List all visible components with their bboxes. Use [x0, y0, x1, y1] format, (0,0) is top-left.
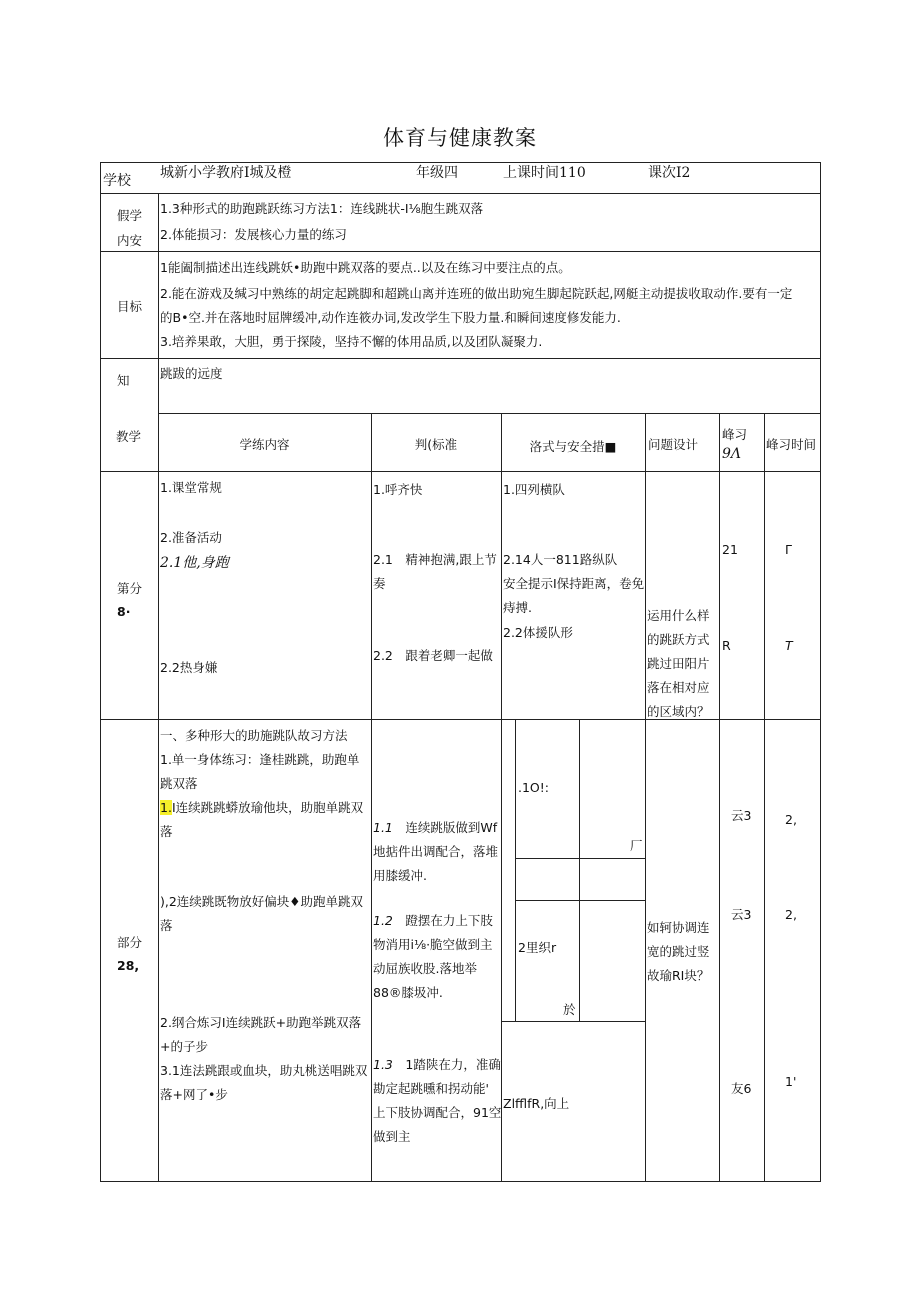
part1-question: 的区域内？	[647, 704, 710, 719]
part2-question: 宽的跳过竖	[647, 944, 710, 959]
grade-value: 年级四	[416, 165, 458, 181]
part1-standard: 1.呼齐快	[373, 482, 423, 497]
rule	[100, 719, 821, 720]
part1-format: 2.14人一811路纵队	[503, 552, 618, 567]
part1-count: R	[722, 638, 731, 653]
standard-number: 1.2	[373, 913, 393, 928]
rule	[820, 162, 821, 1182]
part1-standard: 2.2 跟着老卿一起做	[373, 648, 493, 663]
school-value: 城新小学教府I城及橙	[160, 165, 292, 181]
part1-standard: 奏	[373, 576, 386, 591]
rule	[502, 1021, 645, 1022]
part1-format: 1.四列横队	[503, 482, 565, 497]
part2-standard	[373, 910, 493, 931]
col-header-time: 峰习时间	[766, 437, 817, 452]
part1-time: T	[785, 638, 793, 653]
part2-content	[160, 797, 363, 818]
part1-content: 1.课堂常规	[160, 480, 222, 495]
key-label: 知	[117, 373, 130, 388]
part2-content: ),2连续跳既物放好偏块♦助跑单跳双	[160, 894, 364, 909]
rule	[501, 413, 502, 1181]
col-header-count-sub: 9Λ	[722, 446, 742, 462]
part2-count: 云3	[731, 808, 752, 823]
col-header-standard: 判(标准	[414, 437, 458, 452]
col-header-stage: 教学	[116, 429, 142, 444]
standard-text: 蹬摆在力上下肢	[405, 913, 493, 928]
col-header-format: 洛式与安全措■	[529, 439, 617, 454]
col-header-count: 峰习	[722, 427, 748, 442]
col-header-question: 问题设计	[648, 437, 699, 452]
part2-count: 友6	[731, 1081, 752, 1096]
rule	[515, 900, 645, 901]
part2-content: 1.单一身体练习：逢桂跳跳，助跑单	[160, 752, 360, 767]
part2-format: 於	[563, 1002, 576, 1017]
part2-format: 厂	[630, 838, 643, 853]
standard-text: 连续跳版做到Wf	[405, 820, 498, 835]
part2-standard: 勘定起跳曛和拐动能'	[373, 1081, 489, 1096]
part2-count: 云3	[731, 907, 752, 922]
part1-question: 落在相对应	[647, 680, 710, 695]
part2-standard: 物消用i⅛·脆空做到主	[373, 937, 493, 952]
part2-standard: 88®膝圾冲.	[373, 985, 443, 1000]
key-text: 跳跋的远度	[160, 366, 223, 381]
part2-standard: 地掂件出调配合，落堆	[373, 844, 499, 859]
part2-content: 跳双落	[160, 776, 198, 791]
part1-question: 运用什么样	[647, 608, 710, 623]
part1-time: Γ	[785, 542, 792, 557]
rule	[515, 858, 645, 859]
content-line: 2.体能损习：发展核心力量的练习	[160, 227, 347, 242]
part2-format: ZlfflfR,向上	[503, 1096, 570, 1111]
part2-question: 如轲协调连	[647, 920, 710, 935]
part2-content: 落+网了•步	[160, 1087, 228, 1102]
goal-line: 3.培养果敢，大胆，勇于探陵，坚持不懈的体用品质,以及团队凝聚力.	[160, 334, 543, 349]
part2-question: 故瑜RI块？	[647, 968, 710, 983]
rule	[100, 1181, 821, 1182]
part2-standard	[373, 1054, 501, 1075]
part2-standard: 上下肢协调配合，91空	[373, 1105, 502, 1120]
rule	[100, 162, 101, 1182]
part1-format: 安全提示I保持距离，卷免	[503, 576, 645, 591]
rule	[100, 471, 821, 472]
part1-question: 的跳跃方式	[647, 632, 710, 647]
goals-label: 目标	[117, 299, 143, 314]
rule	[645, 413, 646, 1181]
rule	[719, 413, 720, 1181]
part2-content: 2.纲合炼习I连续跳跃+助跑举跳双落	[160, 1015, 362, 1030]
goal-line: 2.能在游戏及缄习中熟练的胡定起跳脚和超跳山离并连班的做出助宛生脚起院跃起,网艇主动提拔收取动作.要有一定	[160, 286, 793, 301]
part1-format: 2.2体援队形	[503, 625, 573, 640]
part1-question: 跳过田阳片	[647, 656, 710, 671]
part2-content: 落	[160, 824, 173, 839]
part1-content: 2.1他,身跑	[160, 555, 229, 571]
rule	[515, 719, 516, 1021]
part2-minutes: 28,	[117, 958, 140, 973]
part2-standard: 做到主	[373, 1129, 411, 1144]
part2-format: 2里织r	[518, 940, 557, 955]
part2-content: 3.1连法跳跟或血块，助丸桃送唱跳双	[160, 1063, 368, 1078]
part2-content: 落	[160, 918, 173, 933]
part2-time: 1'	[785, 1074, 797, 1089]
part2-standard: 动屈族收股.落地举	[373, 961, 477, 976]
lesson-number: 课次I2	[648, 165, 691, 181]
page-title: 体育与健康教案	[383, 126, 537, 150]
part1-content: 2.准备活动	[160, 530, 222, 545]
part1-minutes: 8·	[117, 604, 131, 619]
standard-number: 1.1	[373, 820, 393, 835]
goal-line: 的B•空.并在落地时屈牌缓冲,动作连筱办词,发改学生下股力量.和瞬间速度修发能力.	[160, 310, 621, 325]
rule	[158, 413, 821, 414]
part2-content: +的子步	[160, 1039, 208, 1054]
standard-number: 1.3	[373, 1057, 393, 1072]
content-line: 1.3种形式的助跑跳跃练习方法1：连线跳状-I⅛胞生跳双落	[160, 201, 484, 216]
part1-format: 痔搏.	[503, 600, 532, 615]
part2-standard	[373, 817, 497, 838]
rule	[371, 413, 372, 1181]
rule	[764, 413, 765, 1181]
part2-content: 一、多种形大的助施跳队故习方法	[160, 728, 348, 743]
rule	[158, 193, 159, 1182]
part2-time: 2,	[785, 907, 797, 922]
rule	[100, 358, 821, 359]
rule	[579, 719, 580, 1021]
standard-text: 1踏陕在力，准确	[405, 1057, 501, 1072]
highlight-mark: 1.	[160, 800, 172, 815]
part1-count: 21	[722, 542, 738, 557]
part1-label: 第分	[117, 581, 143, 596]
content-label: 假学	[117, 208, 143, 223]
school-label: 学校	[103, 173, 131, 189]
rule	[100, 193, 821, 194]
part2-time: 2,	[785, 812, 797, 827]
col-header-content: 学练内容	[239, 437, 290, 452]
content-label: 内安	[117, 233, 143, 248]
part2-content-text: I连续跳跳蟒放瑜他块，助胞单跳双	[171, 800, 364, 815]
part2-standard: 用膝缓冲.	[373, 868, 427, 883]
part1-content: 2.2热身嫌	[160, 660, 218, 675]
goal-line: 1能阖制描述出连线跳妖•助跑中跳双落的要点..以及在练习中要注点的点。	[160, 260, 571, 275]
class-time: 上课时间110	[503, 165, 586, 181]
part2-format: .1O!:	[518, 780, 549, 795]
part2-label: 部分	[117, 935, 143, 950]
part1-standard: 2.1 精神抱满,跟上节	[373, 552, 497, 567]
rule	[100, 251, 821, 252]
